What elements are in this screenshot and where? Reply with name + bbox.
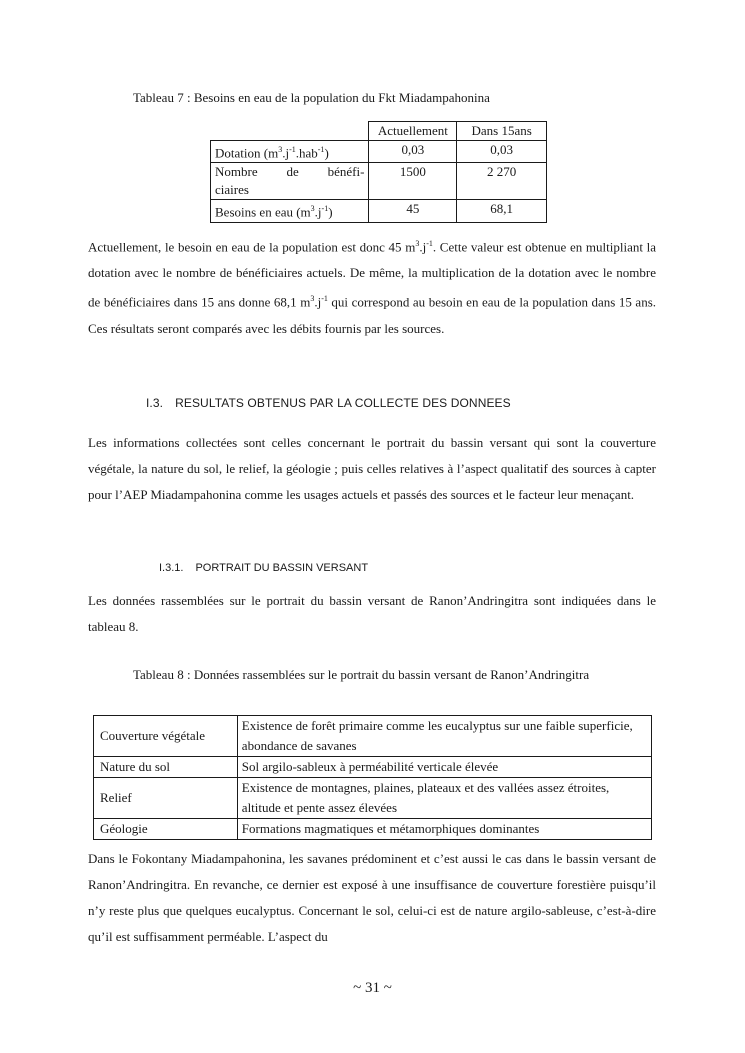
table-row (211, 200, 547, 222)
table7-cell: 0,03 (369, 141, 457, 163)
table8-value: Existence de forêt primaire comme les eucalyptus sur une faible superficie, abondance de savanes (237, 716, 651, 757)
table7-row-label: Besoins en eau $(m^3.j^{-1})$ (211, 200, 369, 222)
table7-cell: 0,03 (457, 141, 547, 163)
paragraph-informations: Les informations collectées sont celles concernant le portrait du bassin versant qui sont la couverture végétale, la nature du sol, le relief, la géologie ; puis celles relatives à l’aspect qualitatif des sources à capter pour l’AEP Miadampahonina comme les usages actuels et passés des sources et le facteur leur menaçant. (88, 435, 656, 502)
paragraph-fokontany: Dans le Fokontany Miadampahonina, les savanes prédominent et c’est aussi le cas dans le bassin versant de Ranon’Andringitra. En revanche, ce dernier est exposé à une insuffisance de couverture forestière puisqu’il n’y reste plus que quelques eucalyptus. Concernant le sol, celui-ci est de nature argilo-sableuse, c’est-à-dire qu’il est suffisamment perméable. L’aspect du (88, 851, 656, 944)
paragraph-donnees: Les données rassemblées sur le portrait du bassin versant de Ranon’Andringitra sont indiquées dans le tableau 8. (88, 593, 656, 634)
table8-label: Géologie (94, 819, 238, 840)
table7-cell: 2 270 (457, 163, 547, 200)
table7-header: Actuellement (369, 122, 457, 141)
table7-row-label: Dotation $(m^3.j^{-1}.hab^{-1})$ (211, 141, 369, 163)
section-number: I.3. (146, 396, 164, 410)
subsection-number: I.3.1. (159, 562, 184, 574)
table8-label: Couverture végétale (94, 716, 238, 757)
table7-row-label: Nombre de bénéfi- ciaires (211, 163, 369, 200)
table7-cell: 68,1 (457, 200, 547, 222)
table8-label: Relief (94, 778, 238, 819)
table-row (94, 716, 652, 757)
subsection-heading (159, 562, 368, 574)
subsection-title: PORTRAIT DU BASSIN VERSANT (195, 562, 369, 574)
table8-value: Sol argilo-sableux à perméabilité verticale élevée (237, 757, 651, 778)
table7-header-row (211, 122, 547, 141)
table7-caption: Tableau 7 : Besoins en eau de la population du Fkt Miadampahonina (133, 90, 490, 105)
table8-value: Existence de montagnes, plaines, plateaux et des vallées assez étroites, altitude et pente assez élevées (237, 778, 651, 819)
table8-value: Formations magmatiques et métamorphiques dominantes (237, 819, 651, 840)
table7-header: Dans 15ans (457, 122, 547, 141)
section-heading (146, 396, 511, 410)
table-row (94, 819, 652, 840)
table7-cell: 45 (369, 200, 457, 222)
table8-caption: Tableau 8 : Données rassemblées sur le portrait du bassin versant de Ranon’Andringitra (133, 667, 590, 682)
table8 (93, 715, 652, 840)
table-row (211, 141, 547, 163)
table-row (211, 163, 547, 200)
page-number: ~ 31 ~ (353, 980, 392, 996)
table7-cell: 1500 (369, 163, 457, 200)
table-row (94, 778, 652, 819)
section-title: RESULTATS OBTENUS PAR LA COLLECTE DES DONNEES (175, 396, 511, 410)
paragraph-besoins: Actuellement, le besoin en eau de la population est donc 45 $m^3.j^{-1}$. Cette valeur est obtenue en multipliant la dotation avec le nombre de bénéficiaires actuels. De même, la multiplication de la dotation avec le nombre de bénéficiaires dans 15 ans donne 68,1 $m^3.j^{-1}$ qui correspond au besoin en eau de la population dans 15 ans. Ces résultats seront comparés avec les débits fournis par les sources. (88, 239, 656, 336)
table7 (210, 121, 547, 223)
table8-label: Nature du sol (94, 757, 238, 778)
table-row (94, 757, 652, 778)
